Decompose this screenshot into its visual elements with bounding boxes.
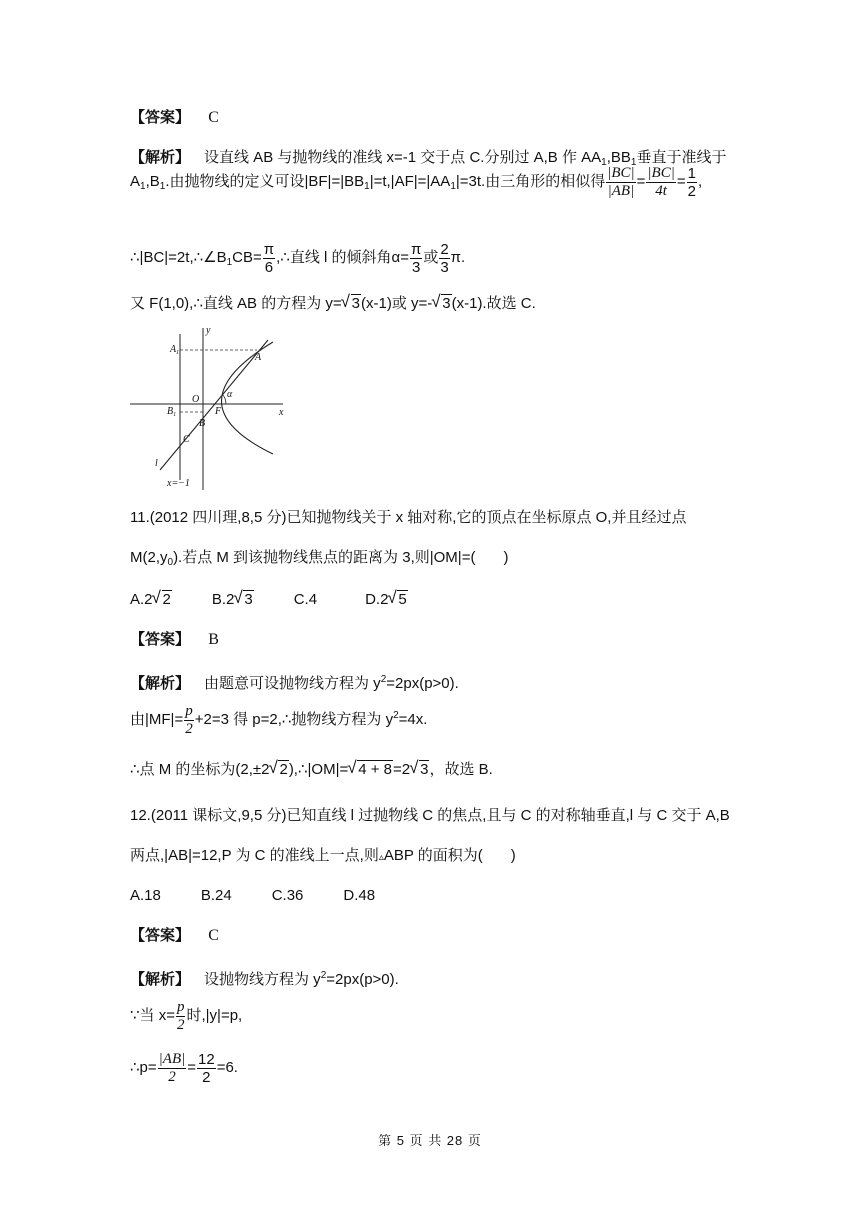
fraction: $\frac{|BC|}{4t}$ — [647, 164, 675, 199]
text: = — [676, 173, 686, 190]
q12-analysis-1 — [130, 966, 399, 990]
sqrt: √ 3 — [432, 294, 451, 314]
q11-analysis-2 — [130, 694, 427, 738]
text: ∴p= — [130, 1059, 157, 1076]
option-b: B.24 — [200, 887, 232, 904]
text: =2px(p>0). — [386, 675, 459, 692]
subscript: 1 — [630, 157, 637, 168]
text: ) — [510, 847, 516, 864]
label-y: y — [206, 325, 211, 336]
subscript: 1 — [159, 181, 166, 192]
answer-label: 【答案】 — [130, 109, 191, 126]
superscript: 2 — [393, 710, 399, 721]
answer-line-q12 — [130, 926, 219, 946]
fraction: $\frac{p}{2}$ — [185, 702, 193, 737]
option-c: C.4 — [293, 591, 318, 608]
text: 由题意可设抛物线方程为 y — [204, 675, 381, 692]
superscript: 2 — [320, 970, 327, 981]
text: =2px(p>0). — [326, 971, 399, 988]
text: ,B — [145, 173, 160, 190]
fraction: $\frac{1}{2}$ — [687, 164, 696, 200]
subscript: 1 — [450, 181, 456, 192]
q12-options — [130, 886, 375, 906]
analysis-label: 【解析】 — [130, 675, 191, 692]
fraction: $\frac{\pi}{6}$ — [263, 240, 275, 276]
q11-line-2 — [130, 548, 508, 573]
label-b1: $B_1$ — [167, 406, 177, 418]
fraction: $\frac{2}{3}$ — [440, 240, 449, 276]
triangle-symbol: ▵ — [378, 852, 384, 863]
text: =6. — [216, 1059, 238, 1076]
option-a: A.18 — [130, 887, 161, 904]
answer-label: 【答案】 — [130, 631, 191, 648]
subscript: 1 — [140, 181, 146, 192]
option-b: B.2√ 3 — [212, 591, 254, 608]
q11-options — [130, 590, 408, 610]
label-x: x — [279, 407, 284, 418]
option-c: C.36 — [271, 887, 304, 904]
text: ，故选 B. — [429, 761, 493, 778]
text: 设直线 AB 与抛物线的准线 x=-1 交于点 C.分别过 A,B 作 AA — [204, 149, 602, 166]
text: +2=3 得 p=2,∴抛物线方程为 y — [194, 711, 394, 728]
text: ).若点 M 到该抛物线焦点的距离为 3,则|OM|=( — [173, 549, 476, 566]
fraction: $\frac{\pi}{3}$ — [410, 240, 422, 276]
label-a1: $A_1$ — [170, 344, 180, 356]
fraction: $\frac{|BC|}{|AB|}$ — [607, 164, 635, 199]
subscript: 1 — [601, 157, 607, 168]
analysis-line-4 — [130, 294, 536, 314]
answer-line-q11 — [130, 630, 219, 650]
q12-line-1: 12.(2011 课标文,9,5 分)已知直线 l 过抛物线 C 的焦点,且与 C 的对称轴垂直,l 与 C 交于 A,B — [130, 807, 730, 824]
answer-line-p10 — [130, 108, 219, 128]
subscript: 0 — [167, 557, 174, 568]
text: ∵当 x= — [130, 1007, 175, 1024]
text: π. — [450, 249, 466, 266]
analysis-line-2: $A_1,B_1$.由抛物线的定义可设$|BF|=|BB_1|=t,|AF|=|AA_1|=3t$.由三角形的相似得 $\frac{|BC|}{|AB|}$ = $\frac{|BC|}{4t}$ = $\frac{1}{2}$ , — [130, 164, 703, 200]
text: 设抛物线方程为 y — [204, 971, 321, 988]
answer-value: C — [208, 109, 219, 126]
text: ABP 的面积为( — [383, 847, 483, 864]
text: 垂直于准线于 — [636, 149, 727, 166]
parabola-figure — [125, 322, 290, 494]
answer-value: B — [208, 631, 219, 648]
option-d: D.2√ 5 — [365, 591, 408, 608]
text: ∴|BC|=2t,∴∠B — [130, 249, 227, 266]
text: M(2,y — [130, 549, 168, 566]
analysis-line-3 — [130, 236, 465, 280]
text: = — [187, 1059, 196, 1076]
text: =4x. — [398, 711, 428, 728]
text: (x-1).故选 C. — [451, 295, 536, 312]
text: 两点,|AB|=12,P 为 C 的准线上一点,则 — [130, 847, 379, 864]
subscript: 1 — [364, 181, 370, 192]
label-x-eq: x=−1 — [167, 478, 190, 489]
q12-line-2 — [130, 846, 516, 868]
label-a: A — [255, 352, 262, 363]
analysis-label: 【解析】 — [130, 149, 191, 166]
answer-value: C — [208, 927, 219, 944]
label-o: O — [192, 394, 200, 405]
label-c: C — [183, 434, 190, 445]
page-footer: 第 5 页 共 28 页 — [378, 1133, 482, 1148]
text: 由|MF|= — [130, 711, 184, 728]
text: CB= — [232, 249, 262, 266]
subscript: 1 — [226, 257, 233, 268]
label-alpha: α — [227, 389, 233, 400]
fraction: $\frac{p}{2}$ — [176, 998, 185, 1033]
label-b: B — [199, 418, 206, 429]
q12-analysis-3 — [130, 1046, 238, 1090]
analysis-label: 【解析】 — [130, 971, 191, 988]
line-l — [160, 340, 268, 470]
fraction: $\frac{|AB|}{2}$ — [158, 1050, 186, 1085]
answer-label: 【答案】 — [130, 927, 191, 944]
text: = — [636, 173, 646, 190]
text: ),∴|OM|= — [288, 761, 349, 778]
text: A — [130, 173, 141, 190]
sqrt: √ 3 — [342, 294, 361, 314]
text: (x-1)或 y=- — [361, 295, 433, 312]
text: ,BB — [606, 149, 631, 166]
q11-analysis-3: ∴点 M 的坐标为(2,±2√ 2),∴|OM|=√ 4 + 8=2√ 3，故选 B. — [130, 760, 493, 780]
text: ) — [503, 549, 509, 566]
option-a: A.2√ 2 — [130, 591, 172, 608]
label-l: l — [155, 458, 158, 469]
q11-line-1: 11.(2012 四川理,8,5 分)已知抛物线关于 x 轴对称,它的顶点在坐标原点 O,并且经过点 — [130, 509, 687, 526]
text: |=3t.由三角形的相似得 — [455, 173, 606, 190]
text: 或 — [423, 249, 439, 266]
text: =2 — [393, 761, 411, 778]
superscript: 2 — [380, 674, 387, 685]
q11-analysis-1 — [130, 670, 459, 694]
text: ,∴直线 l 的倾斜角α= — [276, 249, 409, 266]
fraction: $\frac{12}{2}$ — [198, 1050, 215, 1086]
q12-analysis-2 — [130, 994, 242, 1038]
text: ∴点 M 的坐标为(2,±2 — [130, 761, 270, 778]
text: 时,|y|=p, — [186, 1007, 243, 1024]
text: |=t,|AF|=|AA — [369, 173, 451, 190]
label-f: F — [215, 406, 222, 417]
text: .由抛物线的定义可设|BF|=|BB — [165, 173, 365, 190]
option-d: D.48 — [343, 887, 376, 904]
text: 又 F(1,0),∴直线 AB 的方程为 y= — [130, 295, 342, 312]
